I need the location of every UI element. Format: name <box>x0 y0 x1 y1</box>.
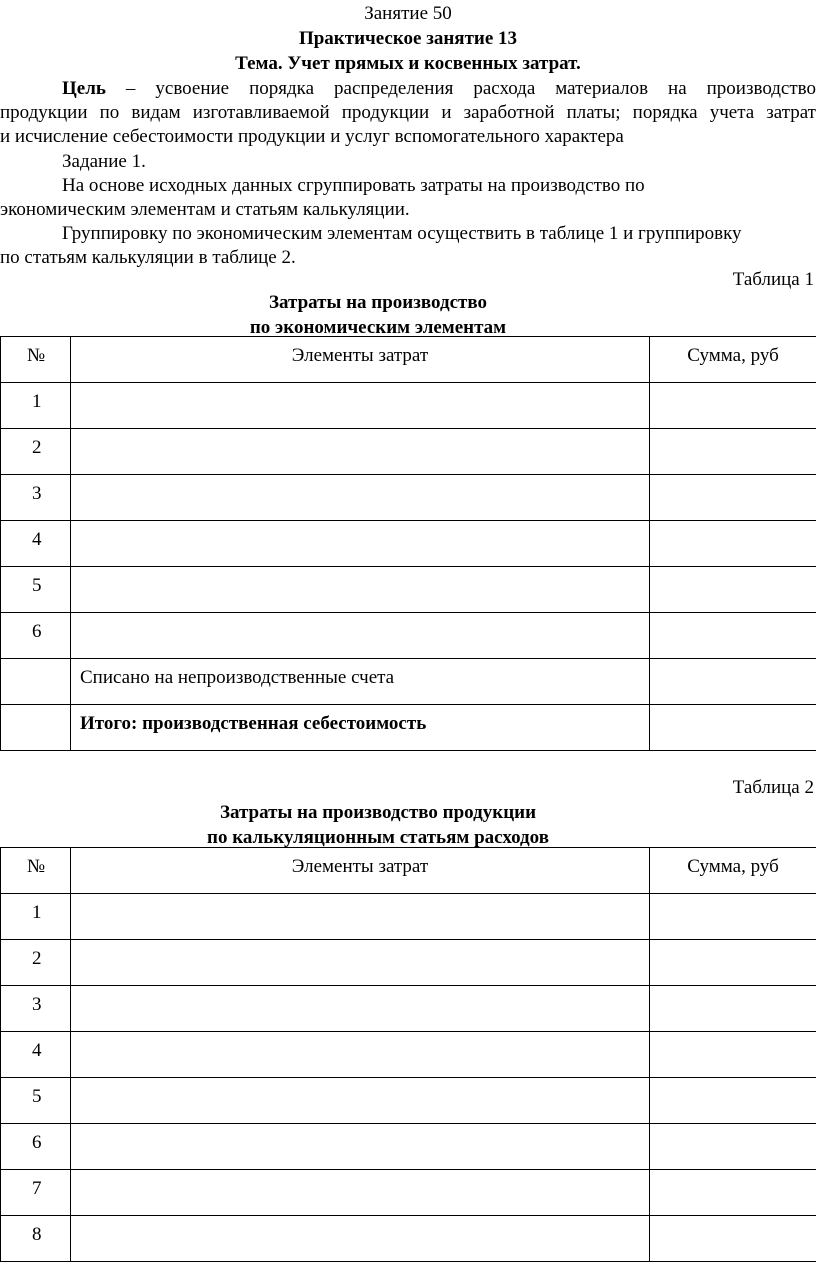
goal-label: Цель <box>62 78 106 99</box>
table-row <box>1 567 816 613</box>
element-cell <box>71 383 650 429</box>
element-cell <box>71 475 650 521</box>
col-header-number: № <box>1 848 71 894</box>
table-row <box>1 475 816 521</box>
table-row <box>1 1124 816 1170</box>
table-row <box>1 1078 816 1124</box>
goal-text-1: – усвоение порядка распределения расхода материалов на производство <box>125 78 816 99</box>
topic-title: Тема. Учет прямых и косвенных затрат. <box>235 53 581 74</box>
table-row <box>1 613 816 659</box>
table1-title-1: Затраты на производство <box>269 292 487 313</box>
task-title: Задание 1. <box>62 151 146 172</box>
element-cell <box>71 940 650 986</box>
element-cell <box>71 1124 650 1170</box>
row-number: 7 <box>1 1170 71 1216</box>
sum-cell <box>650 659 816 705</box>
row-number: 3 <box>1 475 71 521</box>
sum-cell <box>650 1032 816 1078</box>
sum-cell <box>650 1170 816 1216</box>
table-row <box>1 1032 816 1078</box>
table-row <box>1 383 816 429</box>
row-number: 3 <box>1 986 71 1032</box>
table2-title-1: Затраты на производство продукции <box>219 802 537 823</box>
sum-cell <box>650 475 816 521</box>
col-header-sum: Сумма, руб <box>650 848 816 894</box>
row-number <box>1 705 71 751</box>
element-cell <box>71 1216 650 1262</box>
table1-label: Таблица 1 <box>732 269 814 290</box>
sum-cell <box>650 429 816 475</box>
table-row <box>1 429 816 475</box>
row-number: 1 <box>1 383 71 429</box>
row-number <box>1 659 71 705</box>
table-row <box>1 940 816 986</box>
goal-line-3: и исчисление себестоимости продукции и услуг вспомогательного характера <box>0 126 624 147</box>
goal-line-2: продукции по видам изготавливаемой продукции и заработной платы; порядка учета затрат <box>0 102 816 123</box>
sum-cell <box>650 705 816 751</box>
table2-label: Таблица 2 <box>732 777 814 798</box>
row-number: 6 <box>1 613 71 659</box>
table1 <box>0 336 816 751</box>
row-number: 6 <box>1 1124 71 1170</box>
row-number: 2 <box>1 429 71 475</box>
written-off-row <box>1 659 816 705</box>
total-row <box>1 705 816 751</box>
task-p2-line-1: Группировку по экономическим элементам осуществить в таблице 1 и группировку <box>62 223 742 244</box>
element-cell <box>71 1032 650 1078</box>
element-cell <box>71 613 650 659</box>
row-number: 2 <box>1 940 71 986</box>
table1-title-2: по экономическим элементам <box>249 317 507 338</box>
row-number: 5 <box>1 567 71 613</box>
sum-cell <box>650 940 816 986</box>
sum-cell <box>650 986 816 1032</box>
table-row <box>1 986 816 1032</box>
row-number: 5 <box>1 1078 71 1124</box>
sum-cell <box>650 521 816 567</box>
sum-cell <box>650 1216 816 1262</box>
element-cell <box>71 1170 650 1216</box>
col-header-elements: Элементы затрат <box>71 848 650 894</box>
element-cell <box>71 1078 650 1124</box>
row-number: 8 <box>1 1216 71 1262</box>
col-header-number: № <box>1 337 71 383</box>
goal-line-1 <box>0 77 816 101</box>
lesson-number: Занятие 50 <box>364 3 452 24</box>
table-row <box>1 521 816 567</box>
table-row <box>1 894 816 940</box>
sum-cell <box>650 894 816 940</box>
col-header-sum: Сумма, руб <box>650 337 816 383</box>
sum-cell <box>650 1124 816 1170</box>
element-cell <box>71 986 650 1032</box>
table2 <box>0 847 816 1262</box>
written-off-label: Списано на непроизводственные счета <box>71 659 650 705</box>
sum-cell <box>650 613 816 659</box>
task-p2-line-2: по статьям калькуляции в таблице 2. <box>0 247 296 268</box>
row-number: 4 <box>1 521 71 567</box>
col-header-elements: Элементы затрат <box>71 337 650 383</box>
task-p1-line-2: экономическим элементам и статьям калькуляции. <box>0 199 410 220</box>
sum-cell <box>650 1078 816 1124</box>
task-p1-line-1: На основе исходных данных сгруппировать затраты на производство по <box>62 175 645 196</box>
row-number: 4 <box>1 1032 71 1078</box>
sum-cell <box>650 567 816 613</box>
table-row <box>1 1216 816 1262</box>
element-cell <box>71 521 650 567</box>
total-label: Итого: производственная себестоимость <box>71 705 650 751</box>
element-cell <box>71 429 650 475</box>
table2-title-2: по калькуляционным статьям расходов <box>207 827 549 848</box>
table2-header-row <box>1 848 816 894</box>
table1-header-row <box>1 337 816 383</box>
table-row <box>1 1170 816 1216</box>
row-number: 1 <box>1 894 71 940</box>
element-cell <box>71 894 650 940</box>
sum-cell <box>650 383 816 429</box>
practical-title: Практическое занятие 13 <box>298 28 518 49</box>
element-cell <box>71 567 650 613</box>
